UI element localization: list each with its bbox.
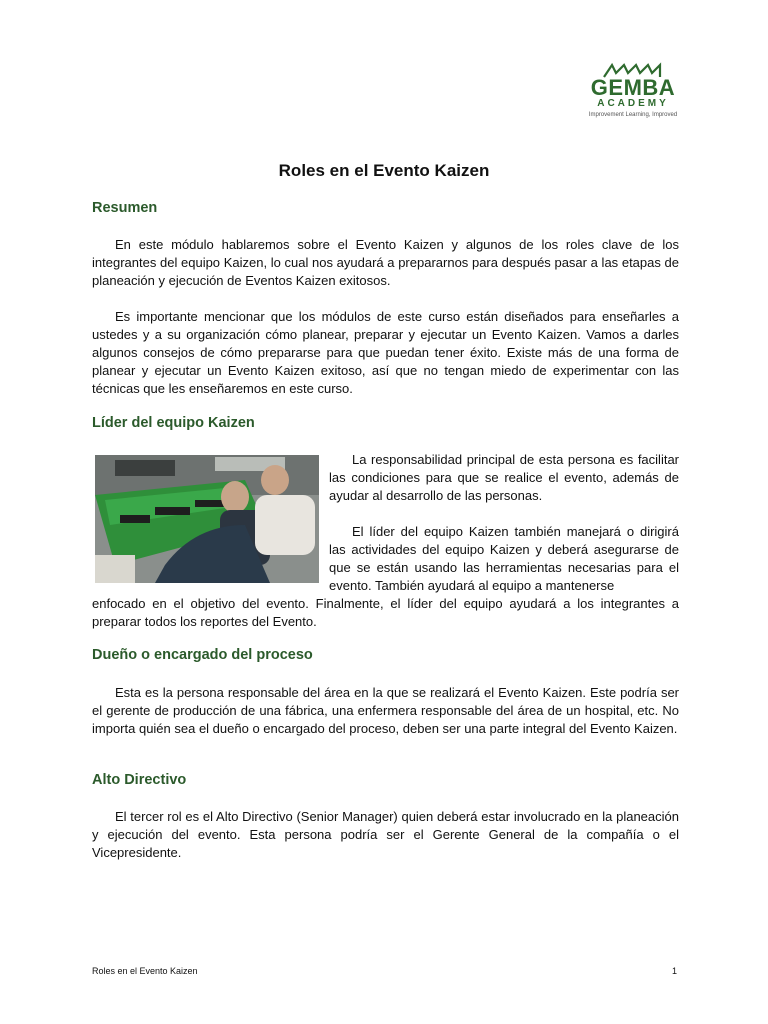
footer-page-number: 1 <box>672 966 678 976</box>
page-title: Roles en el Evento Kaizen <box>278 161 490 180</box>
dueno-paragraph-1: Esta es la persona responsable del área en la que se realizará el Evento Kaizen. Este podría ser el gerente de producción de una fábrica, una enfermera responsable del área de un hospital, etc. No importa quién sea el dueño o encargado del proceso, deben ser una parte integral del Evento Kaizen. <box>92 685 679 736</box>
resumen-paragraph-1: En este módulo hablaremos sobre el Evento Kaizen y algunos de los roles clave de los integrantes del equipo Kaizen, lo cual nos ayudará a prepararnos para después pasar a las etapas de planeación y ejecución de Eventos Kaizen exitosos. <box>92 237 679 288</box>
logo-word: GEMBA <box>590 75 676 100</box>
heading-alto-directivo: Alto Directivo <box>92 772 187 788</box>
footer-title: Roles en el Evento Kaizen <box>92 966 198 976</box>
logo-sub: ACADEMY <box>597 98 669 109</box>
heading-lider: Líder del equipo Kaizen <box>92 415 255 431</box>
heading-resumen: Resumen <box>92 200 158 216</box>
lider-paragraph-2: El líder del equipo Kaizen también manejará o dirigirá las actividades del equipo Kaizen y deberá asegurarse de que se están usando las herramientas necesarias para el evento. También ayudará al equipo a mantenerse <box>329 524 679 593</box>
logo-tagline: Improvement Learning, Improved <box>588 112 678 118</box>
alto-directivo-paragraph-1: El tercer rol es el Alto Directivo (Senior Manager) quien deberá estar involucrado en la planeación y ejecución del evento. Esta persona podría ser el Gerente General de la compañía o el Vicepresidente. <box>92 809 679 860</box>
lider-paragraph-2-tail: enfocado en el objetivo del evento. Finalmente, el líder del equipo ayudará a los integrantes a preparar todos los reportes del Evento. <box>92 596 679 629</box>
resumen-paragraph-2: Es importante mencionar que los módulos de este curso están diseñados para enseñarles a ustedes y a su organización cómo planear, preparar y ejecutar un Evento Kaizen. Vamos a darles algunos consejos de cómo prepararse para que puedan tener éxito. Existe más de una forma de planear y ejecutar un Evento Kaizen exitoso, así que no tengan miedo de experimentar con las técnicas que les enseñaremos en este curso. <box>92 309 679 396</box>
team-photo <box>95 455 319 583</box>
heading-dueno: Dueño o encargado del proceso <box>92 647 313 663</box>
lider-paragraph-1: La responsabilidad principal de esta persona es facilitar las condiciones para que se realice el evento, además de ayudar al desarrollo de las personas. <box>329 452 679 503</box>
gemba-academy-logo <box>583 62 683 126</box>
